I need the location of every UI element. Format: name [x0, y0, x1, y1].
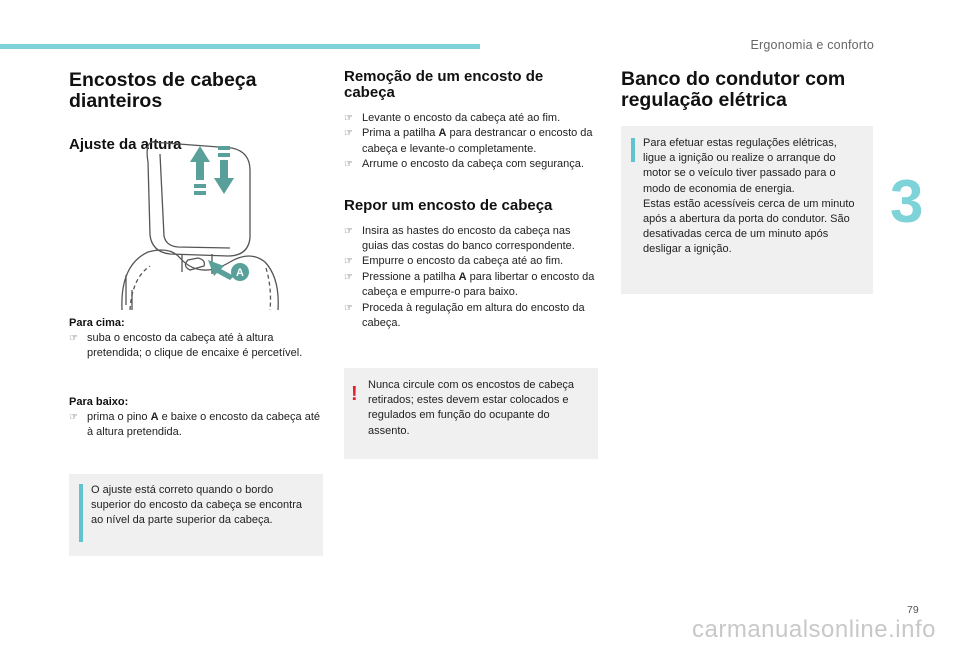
column-headrest-removal — [344, 69, 599, 331]
section-heading-removal: Remoção de um encosto de cabeça — [344, 68, 544, 101]
subheading-height-adjustment: Ajuste da altura — [69, 136, 182, 153]
warning-note — [344, 368, 598, 459]
list-item: ☞ prima o pino A e baixe o encosto da cabeça até à altura pretendida. — [69, 410, 320, 439]
section-heading-front-headrests: Encostos de cabeça dianteiros — [69, 69, 257, 112]
list-item: ☞ Proceda à regulação em altura do encosto da cabeça. — [344, 301, 585, 330]
info-bar-icon — [631, 138, 635, 162]
pointing-hand-icon: ☞ — [69, 333, 78, 344]
list-item: ☞ Levante o encosto da cabeça até ao fim. — [344, 111, 599, 126]
pointing-hand-icon: ☞ — [344, 271, 353, 283]
warning-note-text: Nunca circule com os encostos de cabeça retirados; estes devem estar colocados e regulados em função do ocupante do assento. — [368, 379, 575, 437]
pointing-hand-icon: ☞ — [69, 411, 78, 423]
headrest-illustration — [100, 140, 290, 315]
column-headrest-height-text — [69, 317, 324, 441]
pointing-hand-icon: ☞ — [344, 256, 353, 268]
watermark: carmanualsonline.info — [692, 616, 936, 643]
label-upward: Para cima: — [69, 317, 125, 329]
info-note-text: O ajuste está correto quando o bordo superior do encosto da cabeça se encontra ao nível da parte superior da cabeça. — [91, 484, 302, 527]
list-item: ☞ Prima a patilha A para destrancar o encosto da cabeça e levante-o completamente. — [344, 127, 593, 155]
pointing-hand-icon: ☞ — [344, 113, 353, 124]
list-item: ☞ Pressione a patilha A para libertar o encosto da cabeça e empurre-o para baixo. — [344, 270, 595, 299]
list-item: ☞ Arrume o encosto da cabeça com segurança. — [344, 157, 599, 172]
info-note-electric-seat — [621, 126, 873, 294]
info-note-text: Para efetuar estas regulações elétricas, ligue a ignição ou realize o arranque do motor se o veículo tiver passado para o modo de economia de energia. Estas estão acessíveis cerca de um minuto após a abertura da porta do condutor. São desativadas cerca de um minuto após desligar a ignição. — [643, 137, 855, 256]
exclamation-icon: ! — [351, 383, 358, 405]
label-downward: Para baixo: — [69, 395, 129, 408]
section-heading-electric-seat: Banco do condutor com regulação elétrica — [621, 68, 846, 111]
pointing-hand-icon: ☞ — [344, 159, 353, 171]
figure-callout-a: A — [236, 267, 244, 279]
info-bar-icon — [79, 484, 83, 542]
section-heading-refit: Repor um encosto de cabeça — [344, 196, 553, 214]
column-electric-seat — [621, 69, 876, 111]
header-accent-bar — [0, 44, 480, 49]
pointing-hand-icon: ☞ — [344, 302, 353, 314]
section-title: Ergonomia e conforto — [750, 38, 874, 52]
list-item: ☞ Empurre o encosto da cabeça até ao fim. — [344, 254, 599, 269]
list-item: ☞ Insira as hastes do encosto da cabeça nas guias das costas do banco correspondente. — [344, 224, 575, 253]
list-item: ☞ suba o encosto da cabeça até à altura pretendida; o clique de encaixe é percetível. — [69, 332, 303, 360]
chapter-number: 3 — [890, 168, 924, 235]
page-number: 79 — [907, 604, 919, 616]
pointing-hand-icon: ☞ — [344, 225, 353, 237]
info-note-adjustment — [69, 474, 323, 556]
pointing-hand-icon: ☞ — [344, 128, 353, 140]
